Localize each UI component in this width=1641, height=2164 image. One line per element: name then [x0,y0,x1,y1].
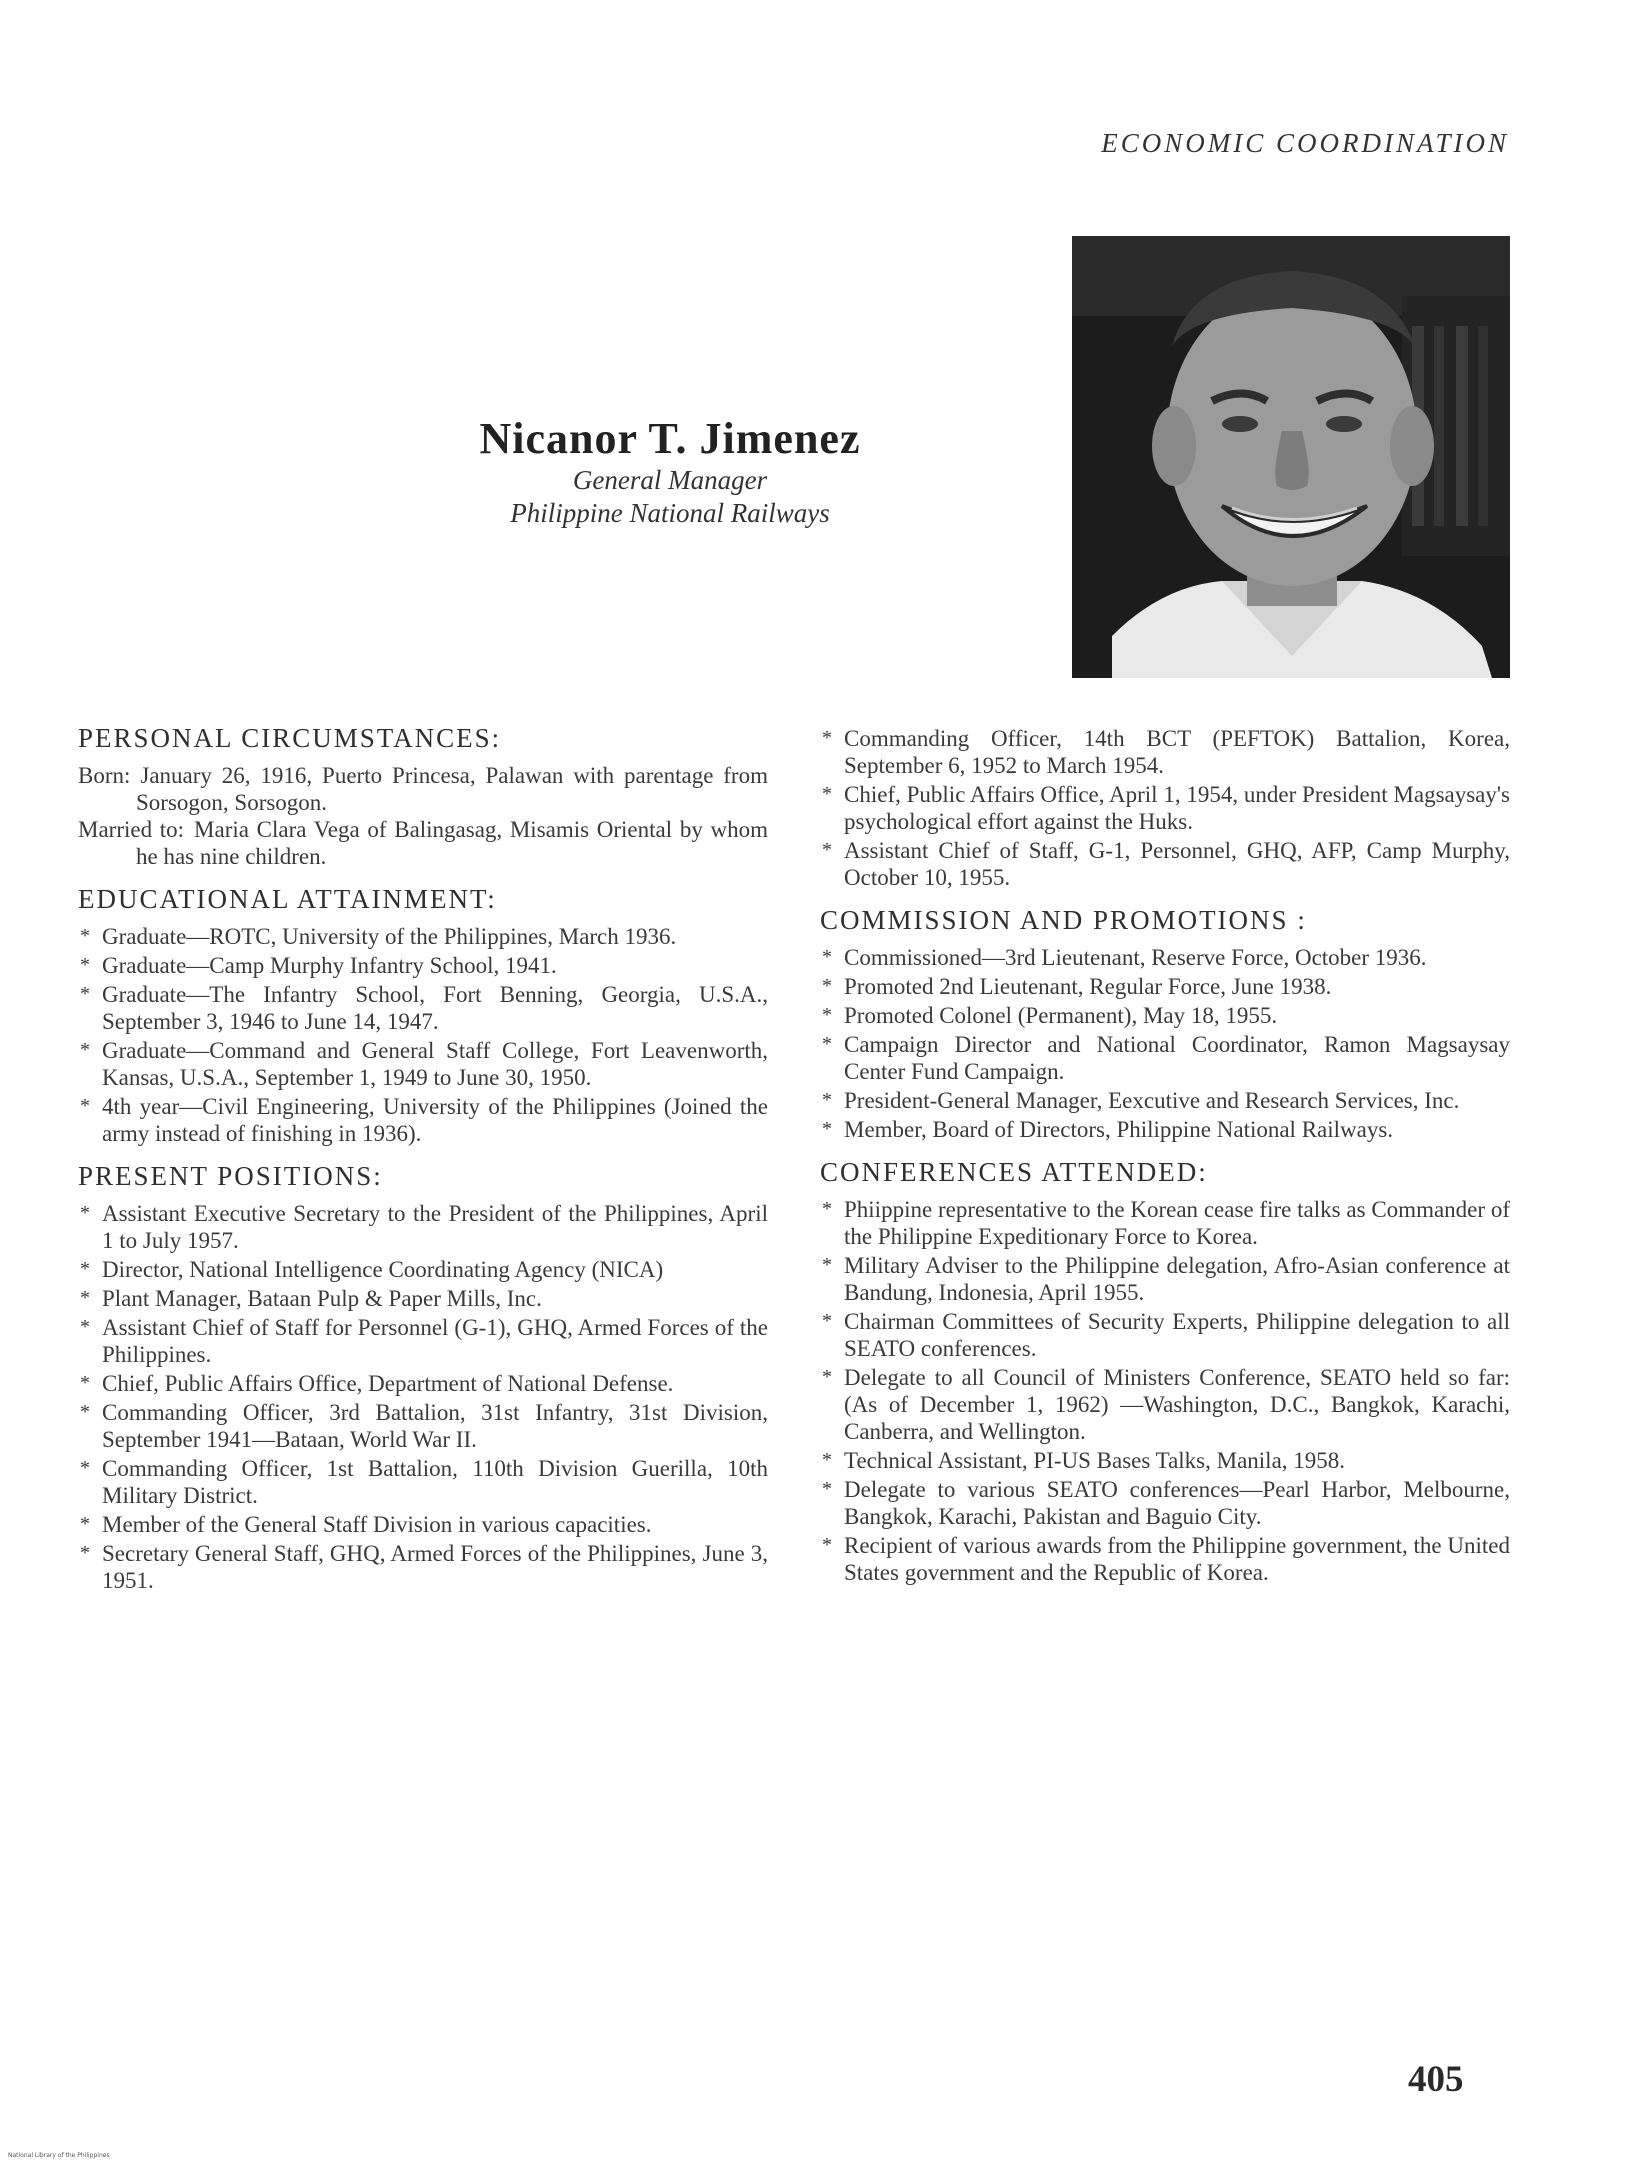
list-item: * Chairman Committees of Security Experts, Philippine delegation to all SEATO conferences. [820,1308,1510,1362]
list-item: * Technical Assistant, PI-US Bases Talks, Manila, 1958. [820,1447,1510,1474]
present-heading: PRESENT POSITIONS: [78,1161,383,1191]
list-item: * Delegate to various SEATO conferences—Pearl Harbor, Melbourne, Bangkok, Karachi, Pakistan and Baguio City. [820,1476,1510,1530]
list-item: * Graduate—Command and General Staff College, Fort Leavenworth, Kansas, U.S.A., September 1, 1949 to June 30, 1950. [78,1037,768,1091]
list-item: * 4th year—Civil Engineering, University of the Philippines (Joined the army instead of finishing in 1936). [78,1093,768,1147]
name-block [460,413,880,530]
education-list [78,923,768,1147]
commission-section [820,907,1510,1143]
born-field [78,762,768,816]
present-section [78,1163,768,1594]
list-item: * Graduate—Camp Murphy Infantry School, 1941. [78,952,768,979]
list-item: * Member, Board of Directors, Philippine National Railways. [820,1116,1510,1143]
footer-note: National Library of the Philippines [8,2152,110,2159]
present-continued-section [820,725,1510,891]
portrait-image [1072,236,1510,678]
born-value: January 26, 1916, Puerto Princesa, Palawan with parentage from Sorsogon, Sorsogon. [136,763,768,815]
married-field [78,816,768,870]
education-section [78,886,768,1147]
list-item: * Plant Manager, Bataan Pulp & Paper Mills, Inc. [78,1285,768,1312]
list-item: * Phiippine representative to the Korean cease fire talks as Commander of the Philippine Expeditionary Force to Korea. [820,1196,1510,1250]
person-title: General Manager [572,465,768,495]
list-item: * Assistant Chief of Staff for Personnel (G-1), GHQ, Armed Forces of the Philippines. [78,1314,768,1368]
list-item: * Delegate to all Council of Ministers Conference, SEATO held so far: (As of December 1, 1962) —Washington, D.C., Bangkok, Karachi, Canberra, and Wellington. [820,1364,1510,1445]
list-item: * Commanding Officer, 3rd Battalion, 31st Infantry, 31st Division, September 1941—Bataan, World War II. [78,1399,768,1453]
conferences-list [820,1196,1510,1586]
list-item: * Recipient of various awards from the Philippine government, the United States government and the Republic of Korea. [820,1532,1510,1586]
person-name: Nicanor T. Jimenez [479,414,861,463]
list-item: * Assistant Chief of Staff, G-1, Personnel, GHQ, AFP, Camp Murphy, October 10, 1955. [820,837,1510,891]
list-item: * Secretary General Staff, GHQ, Armed Forces of the Philippines, June 3, 1951. [78,1540,768,1594]
personal-heading: PERSONAL CIRCUMSTANCES: [78,723,502,753]
left-column [78,725,768,1610]
portrait-photo [1072,236,1510,678]
list-item: * Chief, Public Affairs Office, Department of National Defense. [78,1370,768,1397]
list-item: * Director, National Intelligence Coordinating Agency (NICA) [78,1256,768,1283]
list-item: * President-General Manager, Eexcutive and Research Services, Inc. [820,1087,1510,1114]
right-column [820,725,1510,1602]
list-item: * Commanding Officer, 14th BCT (PEFTOK) Battalion, Korea, September 6, 1952 to March 1954. [820,725,1510,779]
list-item: * Commanding Officer, 1st Battalion, 110th Division Guerilla, 10th Military District. [78,1455,768,1509]
section-header: ECONOMIC COORDINATION [1101,128,1509,158]
list-item: * Assistant Executive Secretary to the President of the Philippines, April 1 to July 1957. [78,1200,768,1254]
list-item: * Graduate—ROTC, University of the Philippines, March 1936. [78,923,768,950]
list-item: * Graduate—The Infantry School, Fort Benning, Georgia, U.S.A., September 3, 1946 to June 14, 1947. [78,981,768,1035]
list-item: * Promoted Colonel (Permanent), May 18, 1955. [820,1002,1510,1029]
education-heading: EDUCATIONAL ATTAINMENT: [78,884,497,914]
list-item: * Commissioned—3rd Lieutenant, Reserve Force, October 1936. [820,944,1510,971]
personal-section [78,725,768,870]
page-number: 405 [1408,2059,1464,2100]
list-item: * Chief, Public Affairs Office, April 1, 1954, under President Magsaysay's psychological effort against the Huks. [820,781,1510,835]
present-list [78,1200,768,1594]
married-label: Married to: [78,817,185,842]
list-item: * Member of the General Staff Division in various capacities. [78,1511,768,1538]
born-label: Born: [78,763,131,788]
present-continued-list [820,725,1510,891]
commission-heading: COMMISSION AND PROMOTIONS : [820,905,1307,935]
person-organization: Philippine National Railways [510,498,830,528]
conferences-heading: CONFERENCES ATTENDED: [820,1157,1208,1187]
list-item: * Military Adviser to the Philippine delegation, Afro-Asian conference at Bandung, Indonesia, April 1955. [820,1252,1510,1306]
married-value: Maria Clara Vega of Balingasag, Misamis Oriental by whom he has nine children. [136,817,768,869]
list-item: * Campaign Director and National Coordinator, Ramon Magsaysay Center Fund Campaign. [820,1031,1510,1085]
conferences-section [820,1159,1510,1586]
commission-list [820,944,1510,1143]
list-item: * Promoted 2nd Lieutenant, Regular Force, June 1938. [820,973,1510,1000]
